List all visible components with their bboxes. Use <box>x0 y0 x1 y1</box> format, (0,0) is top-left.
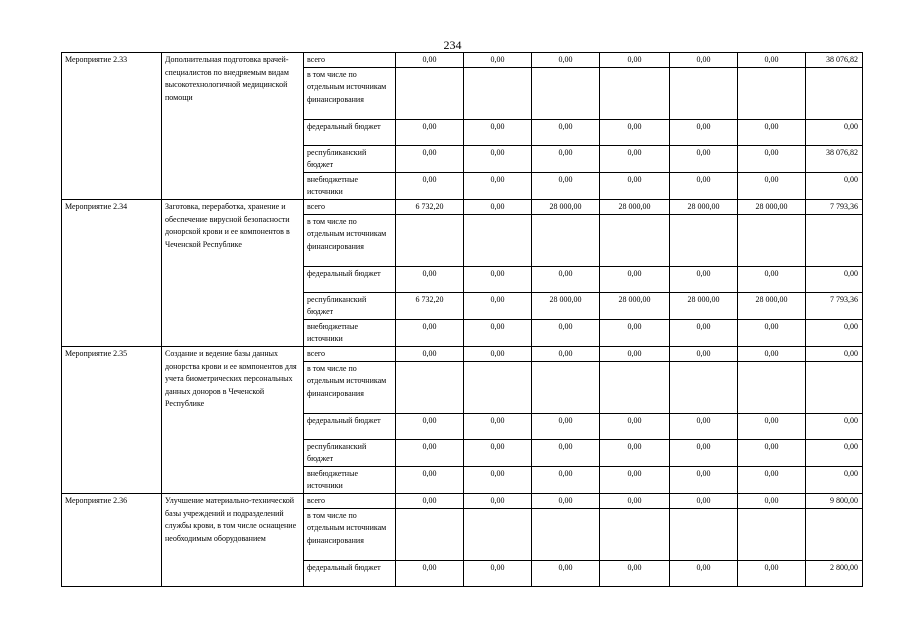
amount-cell: 0,00 <box>532 266 600 292</box>
amount-cell: 28 000,00 <box>738 292 806 319</box>
amount-cell: 0,00 <box>670 560 738 586</box>
measure-code: Мероприятие 2.34 <box>62 199 162 346</box>
amount-cell <box>670 214 738 266</box>
amount-cell: 0,00 <box>396 172 464 199</box>
funding-source-label: внебюджетные источники <box>304 319 396 346</box>
amount-cell: 0,00 <box>532 413 600 439</box>
amount-cell <box>532 214 600 266</box>
amount-cell <box>600 67 670 119</box>
amount-cell <box>600 361 670 413</box>
amount-cell: 0,00 <box>532 346 600 361</box>
funding-source-label: федеральный бюджет <box>304 560 396 586</box>
amount-cell: 0,00 <box>738 493 806 508</box>
amount-cell: 0,00 <box>738 172 806 199</box>
amount-cell: 0,00 <box>532 319 600 346</box>
table-row <box>62 53 863 68</box>
amount-cell: 0,00 <box>670 53 738 68</box>
amount-cell: 28 000,00 <box>600 292 670 319</box>
amount-cell <box>396 214 464 266</box>
amount-cell: 0,00 <box>464 199 532 214</box>
amount-cell <box>464 214 532 266</box>
amount-cell: 0,00 <box>600 413 670 439</box>
amount-cell: 0,00 <box>464 346 532 361</box>
amount-cell: 0,00 <box>738 346 806 361</box>
amount-cell: 0,00 <box>464 172 532 199</box>
amount-cell: 0,00 <box>738 466 806 493</box>
table-row <box>62 199 863 214</box>
amount-cell: 0,00 <box>532 53 600 68</box>
funding-source-label: в том числе по отдельным источникам финансирования <box>304 67 396 119</box>
amount-cell: 0,00 <box>806 466 863 493</box>
amount-cell: 0,00 <box>600 266 670 292</box>
amount-cell: 0,00 <box>396 145 464 172</box>
amount-cell: 0,00 <box>670 466 738 493</box>
amount-cell: 0,00 <box>532 493 600 508</box>
page-number: 234 <box>443 38 462 52</box>
amount-cell: 0,00 <box>532 172 600 199</box>
amount-cell: 0,00 <box>600 145 670 172</box>
amount-cell: 0,00 <box>738 319 806 346</box>
amount-cell: 0,00 <box>532 145 600 172</box>
amount-cell: 0,00 <box>532 439 600 466</box>
amount-cell <box>738 361 806 413</box>
amount-cell: 0,00 <box>600 439 670 466</box>
amount-cell: 0,00 <box>806 346 863 361</box>
amount-cell: 0,00 <box>464 145 532 172</box>
amount-cell: 0,00 <box>806 319 863 346</box>
amount-cell <box>396 508 464 560</box>
amount-cell: 0,00 <box>806 439 863 466</box>
amount-cell: 0,00 <box>464 466 532 493</box>
amount-cell: 0,00 <box>806 119 863 145</box>
amount-cell <box>532 67 600 119</box>
amount-cell <box>670 361 738 413</box>
amount-cell: 0,00 <box>396 53 464 68</box>
amount-cell: 0,00 <box>738 413 806 439</box>
amount-cell <box>464 361 532 413</box>
funding-source-label: всего <box>304 493 396 508</box>
funding-source-label: в том числе по отдельным источникам финансирования <box>304 361 396 413</box>
amount-cell: 0,00 <box>396 439 464 466</box>
amount-cell <box>532 361 600 413</box>
amount-cell: 0,00 <box>396 413 464 439</box>
amount-cell: 0,00 <box>670 346 738 361</box>
measure-name: Заготовка, переработка, хранение и обеспечение вирусной безопасности донорской крови и ее компонентов в Чеченской Республике <box>162 199 304 346</box>
amount-cell <box>806 361 863 413</box>
measure-name: Дополнительная подготовка врачей-специалистов по внедряемым видам высокотехнологичной медицинской помощи <box>162 53 304 200</box>
amount-cell: 0,00 <box>670 413 738 439</box>
funding-source-label: в том числе по отдельным источникам финансирования <box>304 508 396 560</box>
amount-cell <box>738 67 806 119</box>
amount-cell <box>600 508 670 560</box>
amount-cell: 0,00 <box>738 560 806 586</box>
amount-cell: 0,00 <box>738 119 806 145</box>
table-row <box>62 346 863 361</box>
amount-cell: 0,00 <box>600 172 670 199</box>
funding-source-label: в том числе по отдельным источникам финансирования <box>304 214 396 266</box>
amount-cell: 7 793,36 <box>806 292 863 319</box>
amount-cell: 6 732,20 <box>396 292 464 319</box>
amount-cell <box>670 67 738 119</box>
amount-cell: 0,00 <box>396 560 464 586</box>
funding-source-label: внебюджетные источники <box>304 172 396 199</box>
amount-cell <box>806 67 863 119</box>
funding-source-label: федеральный бюджет <box>304 119 396 145</box>
amount-cell: 0,00 <box>464 439 532 466</box>
amount-cell <box>738 508 806 560</box>
amount-cell: 0,00 <box>600 560 670 586</box>
amount-cell <box>738 214 806 266</box>
budget-table <box>61 52 863 587</box>
amount-cell: 0,00 <box>396 346 464 361</box>
funding-source-label: всего <box>304 199 396 214</box>
amount-cell <box>464 67 532 119</box>
amount-cell: 6 732,20 <box>396 199 464 214</box>
amount-cell <box>806 214 863 266</box>
amount-cell: 0,00 <box>532 119 600 145</box>
amount-cell: 0,00 <box>600 466 670 493</box>
amount-cell: 28 000,00 <box>532 292 600 319</box>
amount-cell: 0,00 <box>464 493 532 508</box>
amount-cell: 0,00 <box>532 466 600 493</box>
amount-cell: 0,00 <box>396 266 464 292</box>
amount-cell: 38 076,82 <box>806 145 863 172</box>
amount-cell: 0,00 <box>396 119 464 145</box>
amount-cell: 0,00 <box>600 493 670 508</box>
measure-name: Улучшение материально-технической базы учреждений и подразделений службы крови, в том числе оснащение необходимым оборудованием <box>162 493 304 586</box>
amount-cell: 0,00 <box>738 145 806 172</box>
amount-cell: 0,00 <box>670 145 738 172</box>
amount-cell <box>600 214 670 266</box>
funding-source-label: республиканский бюджет <box>304 439 396 466</box>
amount-cell: 0,00 <box>464 119 532 145</box>
amount-cell: 9 800,00 <box>806 493 863 508</box>
measure-code: Мероприятие 2.35 <box>62 346 162 493</box>
amount-cell: 0,00 <box>396 466 464 493</box>
measure-name: Создание и ведение базы данных донорства крови и ее компонентов для учета биометрических персональных данных доноров в Чеченской Республике <box>162 346 304 493</box>
amount-cell: 0,00 <box>464 413 532 439</box>
amount-cell <box>670 508 738 560</box>
amount-cell: 0,00 <box>600 53 670 68</box>
amount-cell: 38 076,82 <box>806 53 863 68</box>
amount-cell: 0,00 <box>738 53 806 68</box>
amount-cell: 7 793,36 <box>806 199 863 214</box>
amount-cell <box>806 508 863 560</box>
amount-cell: 0,00 <box>600 319 670 346</box>
funding-source-label: республиканский бюджет <box>304 292 396 319</box>
amount-cell: 0,00 <box>396 319 464 346</box>
amount-cell <box>396 67 464 119</box>
table-row <box>62 493 863 508</box>
amount-cell: 0,00 <box>670 439 738 466</box>
amount-cell: 0,00 <box>464 560 532 586</box>
funding-source-label: федеральный бюджет <box>304 413 396 439</box>
amount-cell: 28 000,00 <box>532 199 600 214</box>
funding-source-label: всего <box>304 346 396 361</box>
funding-source-label: федеральный бюджет <box>304 266 396 292</box>
amount-cell: 0,00 <box>464 53 532 68</box>
amount-cell <box>396 361 464 413</box>
amount-cell: 0,00 <box>670 319 738 346</box>
amount-cell: 0,00 <box>670 493 738 508</box>
amount-cell: 0,00 <box>738 439 806 466</box>
amount-cell: 0,00 <box>670 119 738 145</box>
amount-cell: 28 000,00 <box>670 292 738 319</box>
funding-source-label: республиканский бюджет <box>304 145 396 172</box>
amount-cell: 0,00 <box>464 292 532 319</box>
amount-cell: 0,00 <box>464 319 532 346</box>
amount-cell: 28 000,00 <box>670 199 738 214</box>
amount-cell: 0,00 <box>396 493 464 508</box>
funding-source-label: всего <box>304 53 396 68</box>
amount-cell <box>464 508 532 560</box>
amount-cell: 28 000,00 <box>600 199 670 214</box>
amount-cell: 0,00 <box>532 560 600 586</box>
amount-cell: 28 000,00 <box>738 199 806 214</box>
amount-cell: 0,00 <box>670 172 738 199</box>
amount-cell: 0,00 <box>738 266 806 292</box>
amount-cell: 0,00 <box>670 266 738 292</box>
amount-cell: 0,00 <box>600 119 670 145</box>
measure-code: Мероприятие 2.33 <box>62 53 162 200</box>
measure-code: Мероприятие 2.36 <box>62 493 162 586</box>
amount-cell: 0,00 <box>806 266 863 292</box>
amount-cell: 0,00 <box>464 266 532 292</box>
amount-cell: 2 800,00 <box>806 560 863 586</box>
amount-cell: 0,00 <box>806 413 863 439</box>
funding-source-label: внебюджетные источники <box>304 466 396 493</box>
amount-cell: 0,00 <box>806 172 863 199</box>
amount-cell <box>532 508 600 560</box>
amount-cell: 0,00 <box>600 346 670 361</box>
